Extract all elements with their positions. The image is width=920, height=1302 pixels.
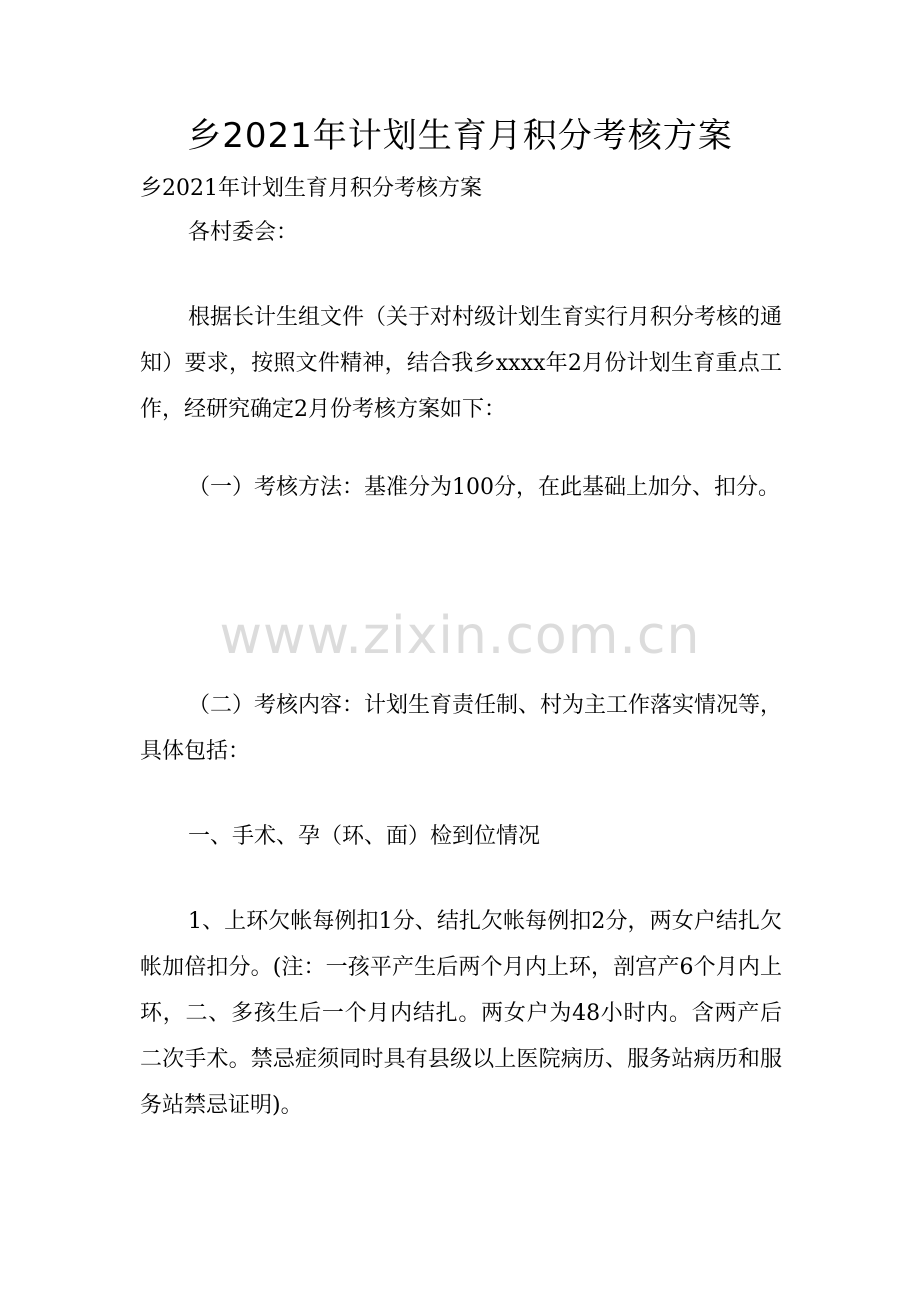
paragraph-basis: 根据长计生组文件（关于对村级计划生育实行月积分考核的通知）要求，按照文件精神，结合我乡xxxx年2月份计划生育重点工作，经研究确定2月份考核方案如下： (140, 305, 783, 422)
salutation: 各村委会： (188, 220, 299, 245)
watermark: www.zixin.com.cn (219, 606, 701, 666)
document-title: 乡2021年计划生育月积分考核方案 (187, 116, 733, 156)
paragraph-rule-1: 1、上环欠帐每例扣1分、结扎欠帐每例扣2分，两女户结扎欠帐加倍扣分。(注：一孩平产生后两个月内上环，剖宫产6个月内上环，二、多孩生后一个月内结扎。两女户为48小时内。含两产后二次手术。禁忌症须同时具有县级以上医院病历、服务站病历和服务站禁忌证明)。 (140, 909, 782, 1118)
section-heading-surgery: 一、手术、孕（环、面）检到位情况 (188, 824, 541, 849)
paragraph-method: （一）考核方法：基准分为100分，在此基础上加分、扣分。 (188, 475, 780, 500)
document-subtitle: 乡2021年计划生育月积分考核方案 (140, 176, 482, 201)
paragraph-content: （二）考核内容：计划生育责任制、村为主工作落实情况等，具体包括： (140, 693, 783, 764)
